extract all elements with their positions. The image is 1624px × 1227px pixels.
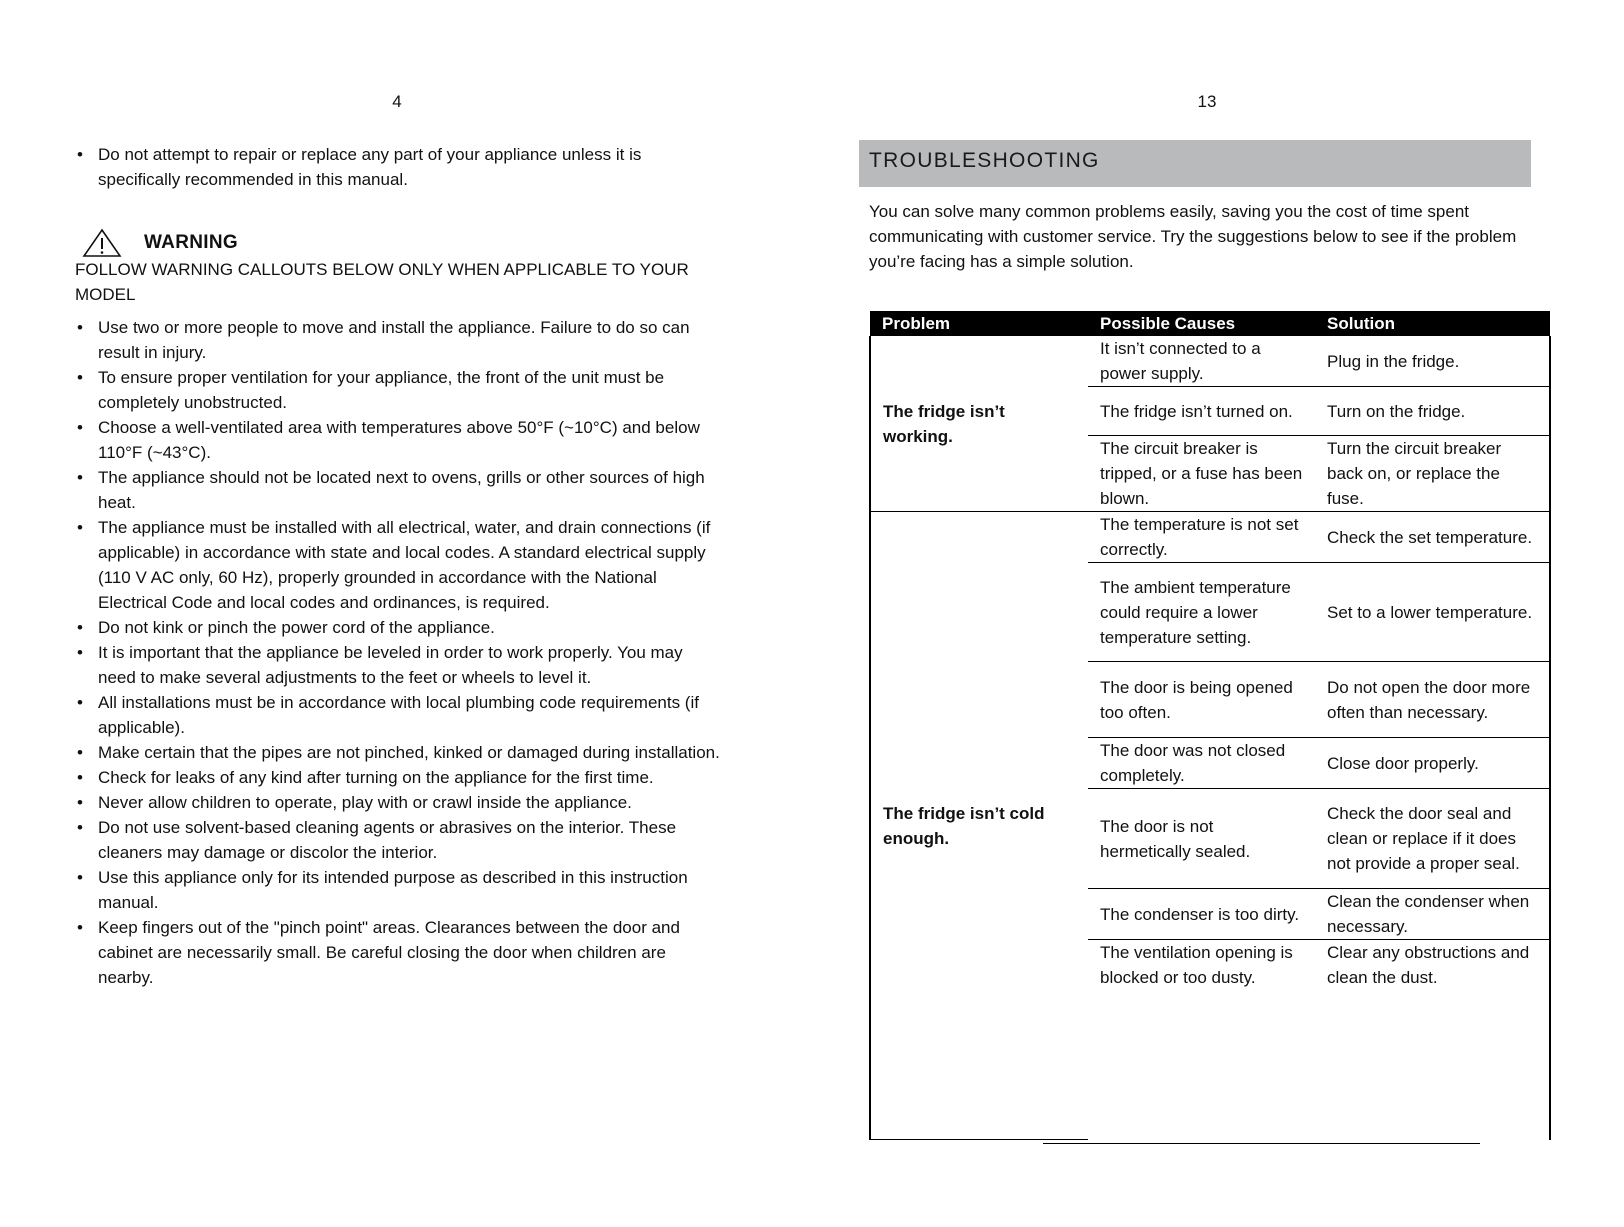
section-title: TROUBLESHOOTING (869, 149, 1100, 172)
troubleshooting-table (869, 311, 1551, 1140)
right-page (812, 0, 1624, 1227)
column-header-solution: Solution (1315, 311, 1550, 336)
column-header-problem: Problem (870, 311, 1088, 336)
list-item: • Make certain that the pipes are not pinched, kinked or damaged during installation. (75, 740, 725, 765)
list-item: • It is important that the appliance be leveled in order to work properly. You may need to make several adjustments to the feet or wheels to level it. (75, 640, 725, 690)
column-header-causes: Possible Causes (1088, 311, 1315, 336)
list-item: • Choose a well-ventilated area with temperatures above 50°F (~10°C) and below 110°F (~43°C). (75, 415, 725, 465)
list-item: • All installations must be in accordance with local plumbing code requirements (if applicable). (75, 690, 725, 740)
warning-triangle-icon (82, 228, 122, 258)
list-item: • To ensure proper ventilation for your appliance, the front of the unit must be completely unobstructed. (75, 365, 725, 415)
page-number: 4 (392, 92, 402, 111)
solution-cell: Check the door seal and clean or replace if it does not provide a proper seal. (1315, 789, 1550, 889)
cause-cell: The door was not closed completely. (1088, 738, 1315, 789)
list-item: • Never allow children to operate, play with or crawl inside the appliance. (75, 790, 725, 815)
cause-cell: The condenser is too dirty. (1088, 889, 1315, 940)
list-item: • Use two or more people to move and install the appliance. Failure to do so can result in injury. (75, 315, 725, 365)
solution-cell: Set to a lower temperature. (1315, 563, 1550, 662)
page-number: 13 (1197, 92, 1217, 111)
cause-cell: The door is being opened too often. (1088, 662, 1315, 738)
list-item: • Do not kink or pinch the power cord of the appliance. (75, 615, 725, 640)
solution-cell: Do not open the door more often than necessary. (1315, 662, 1550, 738)
problem-cell: The fridge isn’t cold enough. (870, 512, 1088, 1140)
section-intro: You can solve many common problems easily, saving you the cost of time spent communicating with customer service. Try the suggestions below to see if the problem you’re facing has a simple solution. (869, 202, 1517, 271)
table-row (870, 512, 1550, 563)
list-item: • The appliance must be installed with all electrical, water, and drain connections (if applicable) in accordance with state and local codes. A standard electrical supply (110 V AC only, 60 Hz), properly grounded in accordance with the National Electrical Code and local codes and ordinances, is required. (75, 515, 725, 615)
solution-cell: Plug in the fridge. (1315, 336, 1550, 387)
cause-cell: The circuit breaker is tripped, or a fuse has been blown. (1088, 436, 1315, 512)
warning-title: WARNING (144, 232, 238, 253)
warning-heading (82, 228, 238, 258)
list-item: • Check for leaks of any kind after turning on the appliance for the first time. (75, 765, 725, 790)
list-item: • Do not attempt to repair or replace any part of your appliance unless it is specifically recommended in this manual. (75, 142, 725, 192)
list-item: • The appliance should not be located next to ovens, grills or other sources of high heat. (75, 465, 725, 515)
section-banner (859, 140, 1531, 187)
table-row (870, 336, 1550, 387)
cause-cell: The fridge isn’t turned on. (1088, 387, 1315, 436)
cause-cell: It isn’t connected to a power supply. (1088, 336, 1315, 387)
cause-cell: The ventilation opening is blocked or too dusty. (1100, 943, 1293, 987)
solution-cell: Clean the condenser when necessary. (1315, 889, 1550, 940)
solution-cell: Turn the circuit breaker back on, or replace the fuse. (1315, 436, 1550, 512)
solution-cell: Clear any obstructions and clean the dust. (1315, 940, 1550, 1140)
warning-bullet-list (75, 315, 725, 990)
solution-cell: Check the set temperature. (1315, 512, 1550, 563)
intro-bullet-list (75, 142, 725, 192)
table-header-row (870, 311, 1550, 336)
solution-cell: Turn on the fridge. (1315, 387, 1550, 436)
warning-subtitle: FOLLOW WARNING CALLOUTS BELOW ONLY WHEN APPLICABLE TO YOUR MODEL (75, 260, 689, 304)
list-item: • Do not use solvent-based cleaning agents or abrasives on the interior. These cleaners may damage or discolor the interior. (75, 815, 725, 865)
cause-cell: The door is not hermetically sealed. (1088, 789, 1315, 889)
list-item: • Use this appliance only for its intended purpose as described in this instruction manual. (75, 865, 725, 915)
cause-cell: The temperature is not set correctly. (1088, 512, 1315, 563)
list-item: • Keep fingers out of the "pinch point" areas. Clearances between the door and cabinet are necessarily small. Be careful closing the door when children are nearby. (75, 915, 725, 990)
cause-cell: The ambient temperature could require a lower temperature setting. (1088, 563, 1315, 662)
problem-cell: The fridge isn’t working. (870, 336, 1088, 512)
table-bottom-rule (1043, 1143, 1480, 1144)
solution-cell: Close door properly. (1315, 738, 1550, 789)
left-page (0, 0, 800, 1227)
